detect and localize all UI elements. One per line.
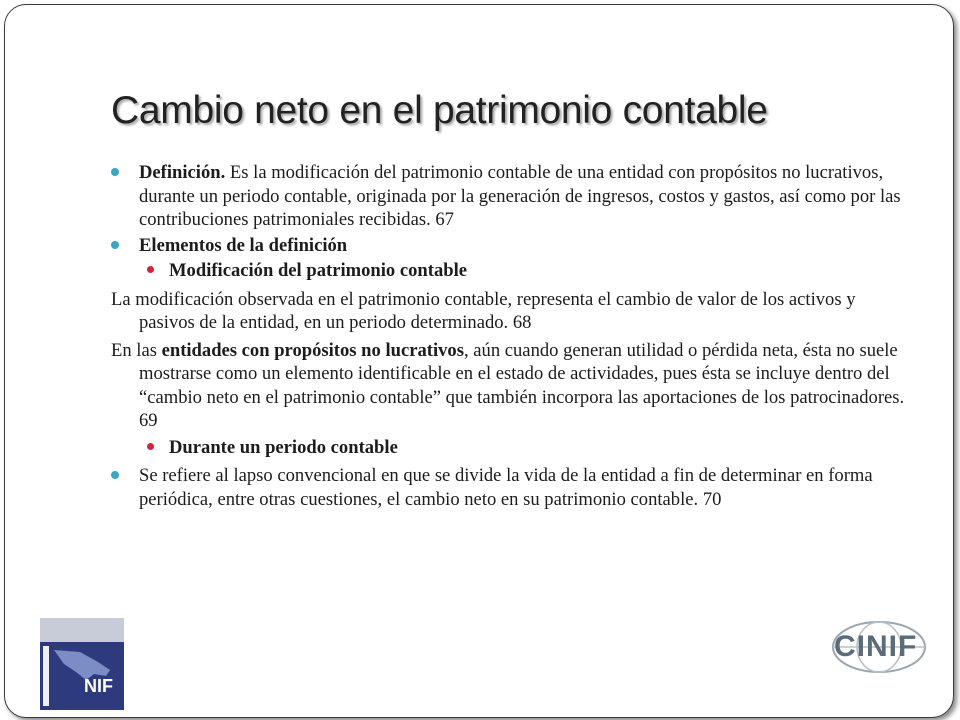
- subbullet-dot-icon: [147, 266, 154, 273]
- cinif-logo-text: CINIF: [834, 630, 918, 663]
- slide-frame: [4, 4, 954, 718]
- bullet-definicion: [111, 161, 911, 232]
- bullet-label: Elementos de la definición: [139, 234, 348, 256]
- subbullet-label: Modificación del patrimonio contable: [169, 260, 467, 281]
- bullet-dot-icon: [111, 471, 119, 479]
- paragraph-modificacion: La modificación observada en el patrimonio contable, representa el cambio de valor de los activos y pasivos de la entidad, en un periodo determinado. 68: [111, 288, 856, 333]
- slide-body: [111, 161, 911, 513]
- bullet-dot-icon: [111, 168, 119, 176]
- paragraph-emphasis: entidades con propósitos no lucrativos: [161, 339, 464, 361]
- bullet-label: Definición.: [139, 162, 226, 183]
- subbullet-periodo: [111, 436, 911, 460]
- bullet-lapso: [111, 464, 911, 511]
- slide-title: Cambio neto en el patrimonio contable: [111, 89, 768, 132]
- paragraph-rest: , aún cuando generan utilidad o pérdida neta, ésta no suele mostrarse como un elemento identificable en el estado de actividades, pues ésta se incluye dentro del “cambio neto en el patrimonio contable” que también incorpora las aportaciones de los patrocinadores. 69: [139, 339, 905, 431]
- subbullet-label: Durante un periodo contable: [169, 436, 398, 458]
- bullet-text: Se refiere al lapso convencional en que se divide la vida de la entidad a fin de determinar en forma periódica, entre otras cuestiones, el cambio neto en su patrimonio contable. 70: [139, 465, 873, 510]
- subbullet-modificacion: [111, 259, 911, 283]
- paragraph-prefix: En las: [111, 339, 162, 361]
- paragraph-entidades: [111, 339, 911, 433]
- subbullet-dot-icon: [147, 443, 154, 450]
- bullet-dot-icon: [111, 241, 119, 249]
- bullet-text: Es la modificación del patrimonio contable de una entidad con propósitos no lucrativos, durante un periodo contable, originada por la generación de ingresos, costos y gastos, así como por las contribuciones patrimoniales recibidas. 67: [139, 162, 901, 230]
- cinif-logo: [828, 618, 930, 676]
- nif-logo-text: NIF: [84, 676, 113, 696]
- bullet-elementos: [111, 234, 911, 258]
- nif-logo: [40, 618, 124, 710]
